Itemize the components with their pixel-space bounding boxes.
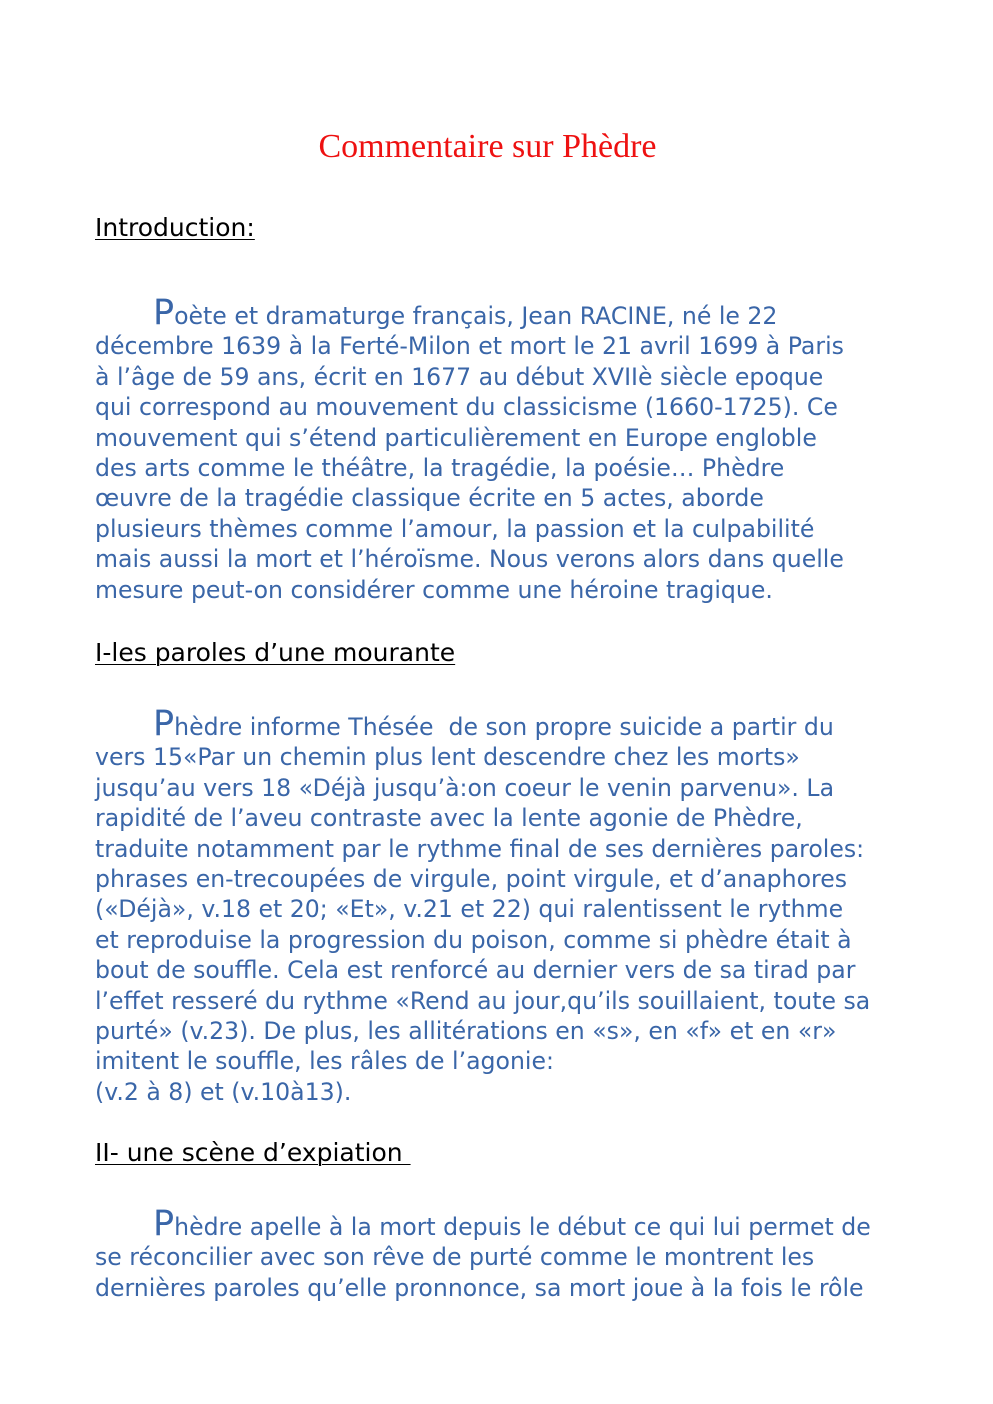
paragraph-line: des arts comme le théâtre, la tragédie, la poésie… Phèdre xyxy=(95,454,785,483)
paragraph-line: Poète et dramaturge français, Jean RACINE, né le 22 xyxy=(153,293,778,333)
paragraph-line: (v.2 à 8) et (v.10à13). xyxy=(95,1077,352,1106)
paragraph-section-1 xyxy=(95,704,925,1107)
paragraph-line: se réconcilier avec son rêve de purté comme le montrent les xyxy=(95,1243,815,1272)
drop-cap: P xyxy=(153,1204,175,1244)
heading-introduction: Introduction: xyxy=(95,213,255,242)
paragraph-line: mouvement qui s’étend particulièrement en Europe engloble xyxy=(95,423,817,452)
paragraph-line: plusieurs thèmes comme l’amour, la passion et la culpabilité xyxy=(95,514,815,543)
paragraph-line: qui correspond au mouvement du classicisme (1660-1725). Ce xyxy=(95,393,838,422)
paragraph-line: dernières paroles qu’elle pronnonce, sa mort joue à la fois le rôle xyxy=(95,1273,864,1302)
paragraph-line: œuvre de la tragédie classique écrite en 5 actes, aborde xyxy=(95,484,764,513)
paragraph-line: l’effet resseré du rythme «Rend au jour,qu’ils souillaient, toute sa xyxy=(95,986,871,1015)
paragraph-line: à l’âge de 59 ans, écrit en 1677 au début XVIIè siècle epoque xyxy=(95,362,824,391)
paragraph-line: imitent le souffle, les râles de l’agonie: xyxy=(95,1047,554,1076)
drop-cap: P xyxy=(153,704,175,744)
paragraph-line: jusqu’au vers 18 «Déjà jusqu’à:on coeur le venin parvenu». La xyxy=(95,773,835,802)
paragraph-line: vers 15«Par un chemin plus lent descendre chez les morts» xyxy=(95,743,800,772)
paragraph-line: purté» (v.23). De plus, les allitérations en «s», en «f» et en «r» xyxy=(95,1017,837,1046)
paragraph-line: Phèdre apelle à la mort depuis le début ce qui lui permet de xyxy=(153,1204,871,1244)
heading-section-1: I-les paroles d’une mourante xyxy=(95,638,456,667)
page-title: Commentaire sur Phèdre xyxy=(318,128,657,165)
paragraph-line: Phèdre informe Thésée de son propre suicide a partir du xyxy=(153,704,834,744)
paragraph-line: mesure peut-on considérer comme une héroine tragique. xyxy=(95,575,773,604)
paragraph-line: («Déjà», v.18 et 20; «Et», v.21 et 22) qui ralentissent le rythme xyxy=(95,895,844,924)
paragraph-line: bout de souffle. Cela est renforcé au dernier vers de sa tirad par xyxy=(95,956,856,985)
paragraph-line: et reproduise la progression du poison, comme si phèdre était à xyxy=(95,925,852,954)
paragraph-line: phrases en-trecoupées de virgule, point virgule, et d’anaphores xyxy=(95,865,848,894)
paragraph-line: décembre 1639 à la Ferté-Milon et mort le 21 avril 1699 à Paris xyxy=(95,332,844,361)
paragraph-line: traduite notamment par le rythme final de ses dernières paroles: xyxy=(95,834,865,863)
paragraph-line: rapidité de l’aveu contraste avec la lente agonie de Phèdre, xyxy=(95,804,803,833)
paragraph-section-2 xyxy=(95,1204,925,1303)
drop-cap: P xyxy=(153,293,175,333)
paragraph-introduction xyxy=(95,293,925,605)
heading-section-2: II- une scène d’expiation xyxy=(95,1138,411,1167)
paragraph-line: mais aussi la mort et l’héroïsme. Nous verons alors dans quelle xyxy=(95,545,844,574)
